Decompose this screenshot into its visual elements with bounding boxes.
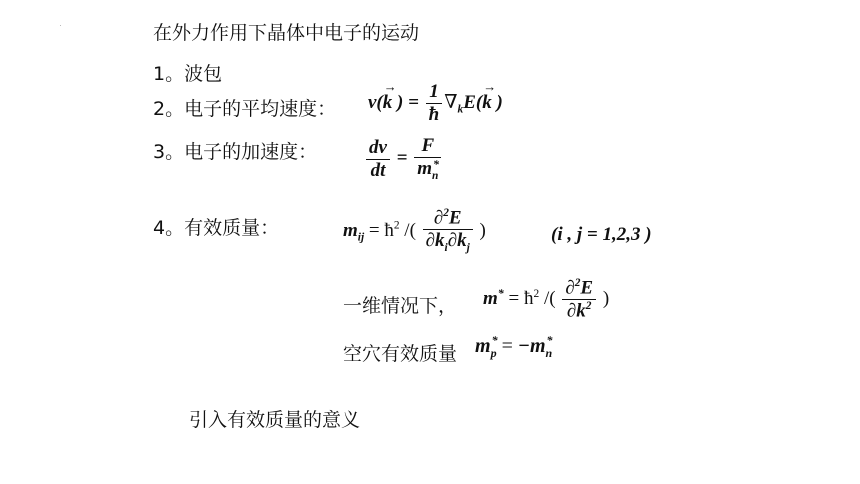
hole-label: 空穴有效质量	[343, 343, 458, 365]
significance-heading: 引入有效质量的意义	[189, 409, 361, 431]
item-2	[153, 94, 336, 121]
one-dim-label: 一维情况下，	[343, 295, 458, 317]
item-1	[153, 59, 222, 86]
h-bar-fraction: $\frac{1}{ħ}$	[426, 82, 443, 125]
item-3-label: 。电子的加速度：	[165, 141, 318, 163]
item-2-label: 。电子的平均速度：	[165, 98, 337, 120]
item-3	[153, 137, 317, 164]
one-dim-fraction: $\frac{\partial^2E}{\partial k^2}$	[562, 278, 596, 322]
index-range: (i , j = 1,2,3 )	[551, 224, 652, 245]
force-mass-fraction: F $m_{n *}$	[414, 136, 441, 183]
second-derivative-fraction: $\frac{\partial^2E}{\partial k_i\partial k_j}$	[423, 208, 473, 255]
acceleration-formula: $\frac{dv}{dt}$ = F $m_{n *}$	[364, 136, 443, 183]
item-3-number: 3	[153, 141, 166, 163]
item-2-number: 2	[153, 98, 166, 120]
item-1-label: 。波包	[165, 63, 223, 85]
item-1-number: 1	[153, 63, 166, 85]
item-4-label: 。有效质量：	[165, 217, 280, 239]
dv-dt-fraction: $\frac{dv}{dt}$	[366, 138, 390, 181]
velocity-formula: v(k → ) = $\frac{1}{ħ}$ $\nabla_kE(k$ → )	[368, 78, 503, 125]
slide-title: 在外力作用下晶体中电子的运动	[153, 22, 420, 44]
stray-dot	[60, 25, 61, 26]
item-4-number: 4	[153, 217, 166, 239]
hole-mass-formula: $m_{p *}$ = $-m_{n *}$	[475, 333, 553, 360]
one-dim-formula: $m^* = ħ^2$ /( $\frac{\partial^2E}{\partial k^2}$ )	[483, 277, 610, 322]
effective-mass-tensor: $m_{ij}$ = $ħ^2$ /( $\frac{\partial^2E}{\partial k_i\partial k_j}$ )	[343, 207, 486, 255]
item-4	[153, 213, 279, 240]
